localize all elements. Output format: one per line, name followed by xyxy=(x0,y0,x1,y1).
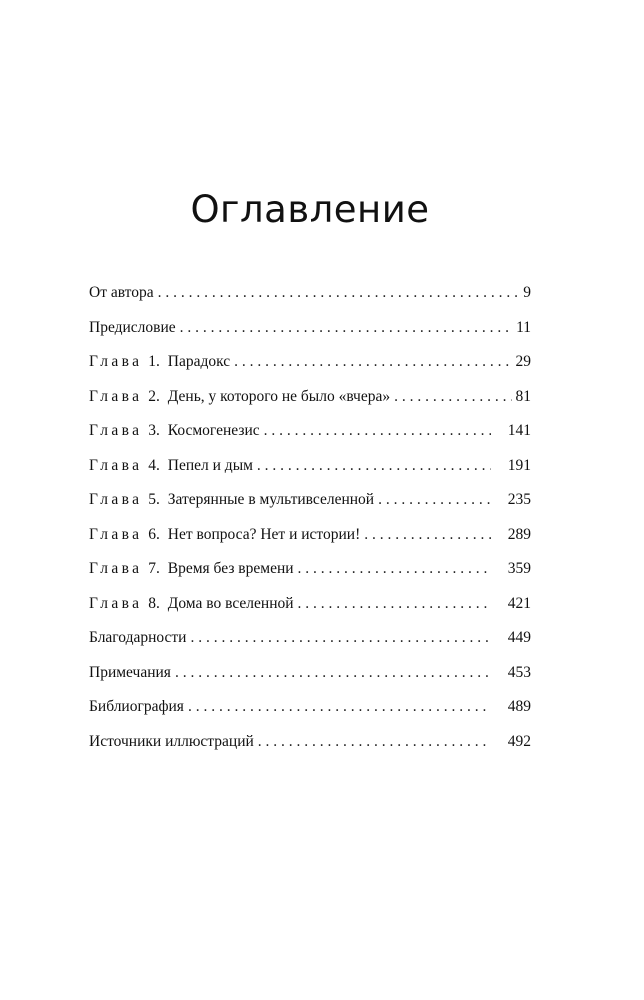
chapter-number: 2. xyxy=(148,387,160,405)
toc-entry-chapter-6 xyxy=(89,522,531,557)
toc-entry-page: 81 xyxy=(515,387,531,405)
dot-leader xyxy=(188,694,491,719)
dot-leader xyxy=(298,591,491,616)
toc-entry-label: Источники иллюстраций xyxy=(89,732,254,750)
toc-entry-chapter-5 xyxy=(89,487,531,522)
toc-entry-page: 9 xyxy=(523,284,531,301)
chapter-word: Глава xyxy=(89,491,143,508)
dot-leader xyxy=(180,315,512,340)
dot-leader xyxy=(158,280,520,305)
toc-entry-page: 141 xyxy=(507,422,531,439)
toc-entry-label: Время без времени xyxy=(167,560,294,577)
toc-entry-preface xyxy=(89,315,531,350)
toc-entry-page: 29 xyxy=(515,353,531,370)
dot-leader xyxy=(258,729,491,754)
toc-entry-page: 421 xyxy=(507,594,531,612)
chapter-number: 5. xyxy=(148,491,160,508)
toc-entry-page: 453 xyxy=(507,663,531,681)
toc-entry-label: Пепел и дым xyxy=(167,456,253,474)
toc-entry-label: От автора xyxy=(89,284,154,301)
toc-entry-label: Благодарности xyxy=(89,629,187,646)
toc-entry-chapter-8 xyxy=(89,591,531,626)
dot-leader xyxy=(298,556,491,581)
toc-entry-page: 289 xyxy=(507,525,531,543)
chapter-word: Глава xyxy=(89,594,143,612)
toc-entry-label: Нет вопроса? Нет и истории! xyxy=(167,525,361,543)
toc-entry-label: Предисловие xyxy=(89,318,176,336)
toc-entry-notes xyxy=(89,660,531,695)
chapter-number: 1. xyxy=(148,353,160,370)
toc-entry-page: 492 xyxy=(507,732,531,750)
dot-leader xyxy=(190,625,491,650)
chapter-word: Глава xyxy=(89,525,143,543)
dot-leader xyxy=(257,453,491,478)
toc-entry-page: 489 xyxy=(507,698,531,715)
dot-leader xyxy=(264,418,491,443)
toc-entry-chapter-7 xyxy=(89,556,531,591)
chapter-number: 4. xyxy=(148,456,160,474)
dot-leader xyxy=(378,487,491,512)
toc-entry-label: Космогенезис xyxy=(167,422,260,439)
page-title: Оглавление xyxy=(190,188,430,231)
table-of-contents xyxy=(89,280,531,763)
toc-entry-page: 191 xyxy=(507,456,531,474)
chapter-word: Глава xyxy=(89,353,143,370)
chapter-word: Глава xyxy=(89,456,143,474)
toc-entry-label: Библиография xyxy=(89,698,184,715)
toc-entry-page: 235 xyxy=(507,491,531,508)
toc-entry-page: 11 xyxy=(516,318,531,336)
toc-entry-label: День, у которого не было «вчера» xyxy=(167,387,391,405)
chapter-number: 3. xyxy=(148,422,160,439)
toc-entry-page: 359 xyxy=(507,560,531,577)
toc-entry-label: Парадокс xyxy=(167,353,231,370)
toc-entry-chapter-4 xyxy=(89,453,531,488)
chapter-word: Глава xyxy=(89,560,143,577)
toc-entry-label: Примечания xyxy=(89,663,171,681)
toc-entry-label: Дома во вселенной xyxy=(167,594,294,612)
chapter-number: 8. xyxy=(148,594,160,612)
dot-leader xyxy=(234,349,511,374)
toc-entry-illustration-sources xyxy=(89,729,531,764)
toc-entry-chapter-3 xyxy=(89,418,531,453)
toc-entry-page: 449 xyxy=(507,629,531,646)
chapter-word: Глава xyxy=(89,422,143,439)
toc-entry-from-author xyxy=(89,280,531,315)
chapter-number: 7. xyxy=(148,560,160,577)
toc-entry-label: Затерянные в мультивселенной xyxy=(167,491,375,508)
chapter-word: Глава xyxy=(89,387,143,405)
dot-leader xyxy=(394,384,511,409)
chapter-number: 6. xyxy=(148,525,160,543)
toc-entry-chapter-2 xyxy=(89,384,531,419)
toc-entry-bibliography xyxy=(89,694,531,729)
dot-leader xyxy=(364,522,491,547)
toc-entry-chapter-1 xyxy=(89,349,531,384)
toc-entry-acknowledgements xyxy=(89,625,531,660)
dot-leader xyxy=(175,660,491,685)
